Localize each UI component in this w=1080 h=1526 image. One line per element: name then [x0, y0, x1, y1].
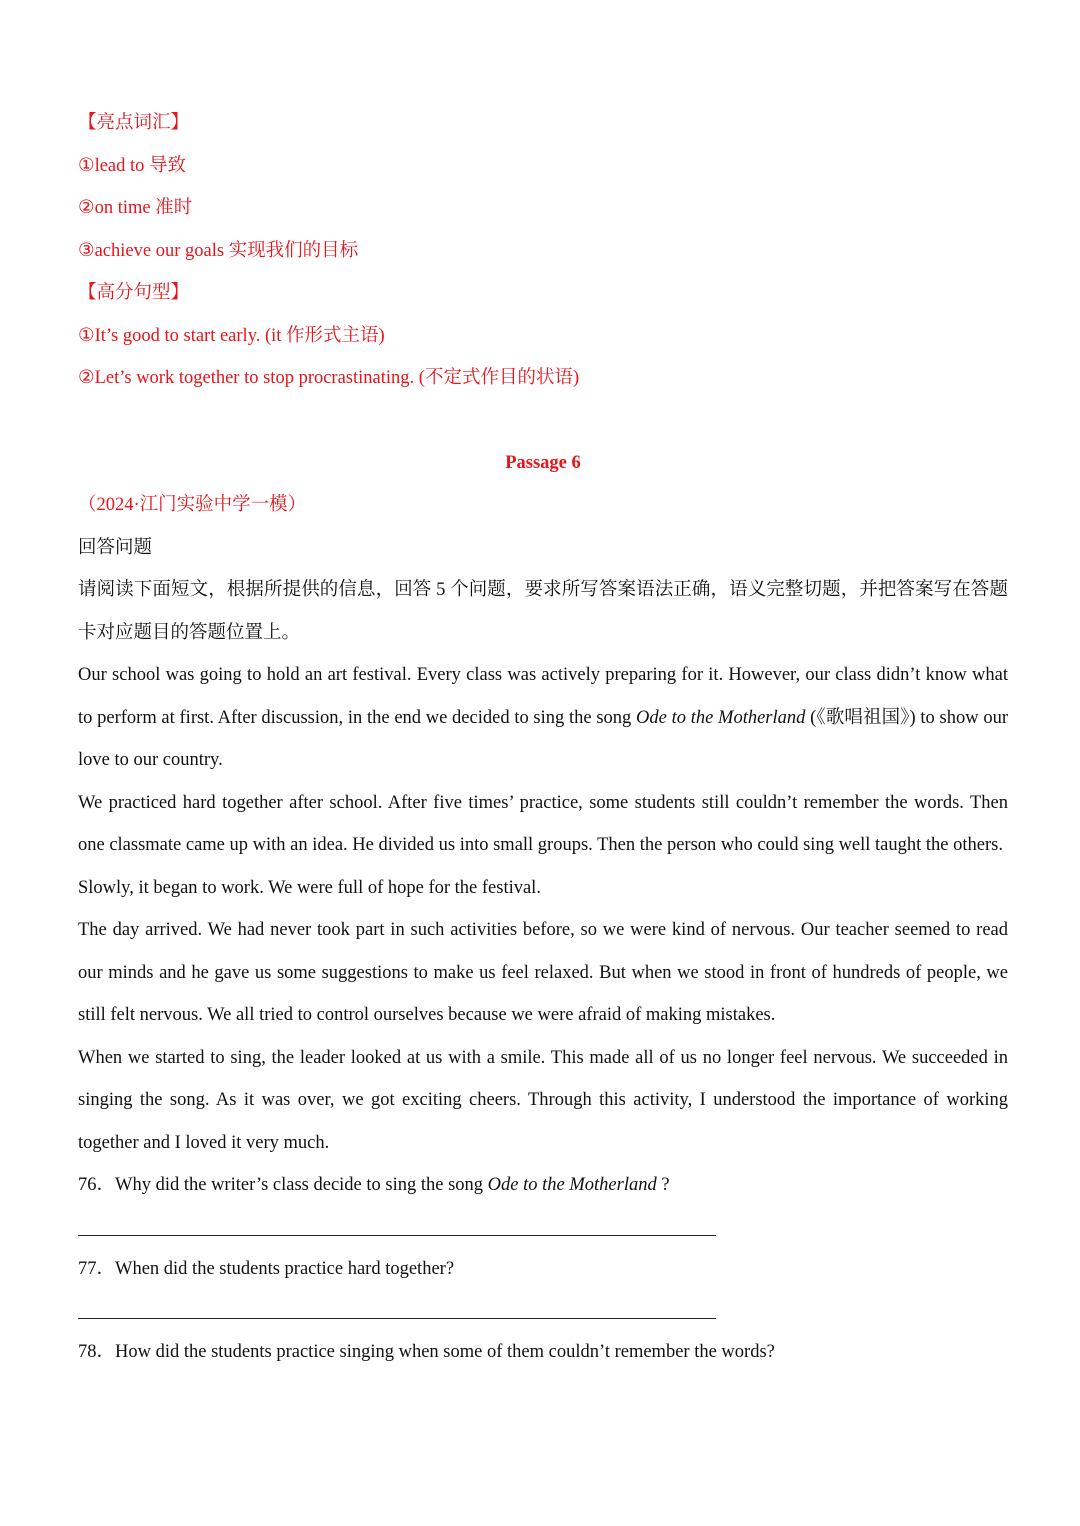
paragraph-4: The day arrived. We had never took part in such activities before, so we were kind of nervous. Our teacher seemed to read our minds and he gave us some suggestions to make us feel relaxed. But when we stood in front of hundreds of people, we still felt nervous. We all tried to control ourselves because we were afraid of making mistakes.: [78, 920, 1008, 1025]
paragraph-1-b: (《歌唱祖国》) to show our love to our country.: [78, 707, 1008, 770]
passage-text: [78, 569, 1008, 1164]
answer-line-77[interactable]: [78, 1318, 716, 1319]
instruction: 请阅读下面短文，根据所提供的信息，回答 5 个问题，要求所写答案语法正确，语义完整切题，并把答案写在答题卡对应题目的答题位置上。: [78, 580, 1008, 643]
sentence-heading: 【高分句型】: [78, 283, 190, 303]
sentence-item: ②Let’s work together to stop procrastinating. (不定式作目的状语): [78, 368, 580, 388]
paragraph-1-a: Our school was going to hold an art festival. Every class was actively preparing for it. However, our class didn’t know what to perform at first. After discussion, in the end we decided to sing the song: [78, 665, 1008, 728]
paragraph-5: When we started to sing, the leader looked at us with a smile. This made all of us no longer feel nervous. We succeeded in singing the song. As it was over, we got exciting cheers. Through this activity, I understood the importance of working together and I loved it very much.: [78, 1047, 1008, 1153]
passage-source: （2024·江门实验中学一模）: [78, 495, 307, 515]
question-76-suffix: ?: [656, 1175, 670, 1195]
passage-title: Passage 6: [505, 452, 581, 473]
vocab-item: ③achieve our goals 实现我们的目标: [78, 240, 359, 261]
question-76-song: Ode to the Motherland: [487, 1175, 657, 1195]
document-page: [78, 102, 1008, 1374]
question-77: 77．When did the students practice hard together?: [78, 1258, 455, 1279]
vocab-heading: 【亮点词汇】: [78, 113, 190, 133]
task-type: 回答问题: [78, 537, 153, 558]
song-title: Ode to the Motherland: [636, 707, 806, 728]
paragraph-2: We practiced hard together after school. After five times’ practice, some students still couldn’t remember the words. Then one classmate came up with an idea. He divided us into small groups. Then the person who could sing well taught the others.: [78, 792, 1008, 855]
question-76: [78, 1164, 1008, 1207]
sentence-item: ①It’s good to start early. (it 作形式主语): [78, 325, 385, 346]
paragraph-1: [78, 654, 1008, 782]
vocab-item: ②on time 准时: [78, 198, 193, 218]
answer-line-76[interactable]: [78, 1235, 716, 1236]
question-76-prefix: 76．Why did the writer’s class decide to sing the song: [78, 1175, 488, 1195]
vocab-item: ①lead to 导致: [78, 155, 187, 176]
question-78: 78．How did the students practice singing when some of them couldn’t remember the words?: [78, 1342, 775, 1362]
paragraph-3: Slowly, it began to work. We were full of hope for the festival.: [78, 877, 541, 898]
